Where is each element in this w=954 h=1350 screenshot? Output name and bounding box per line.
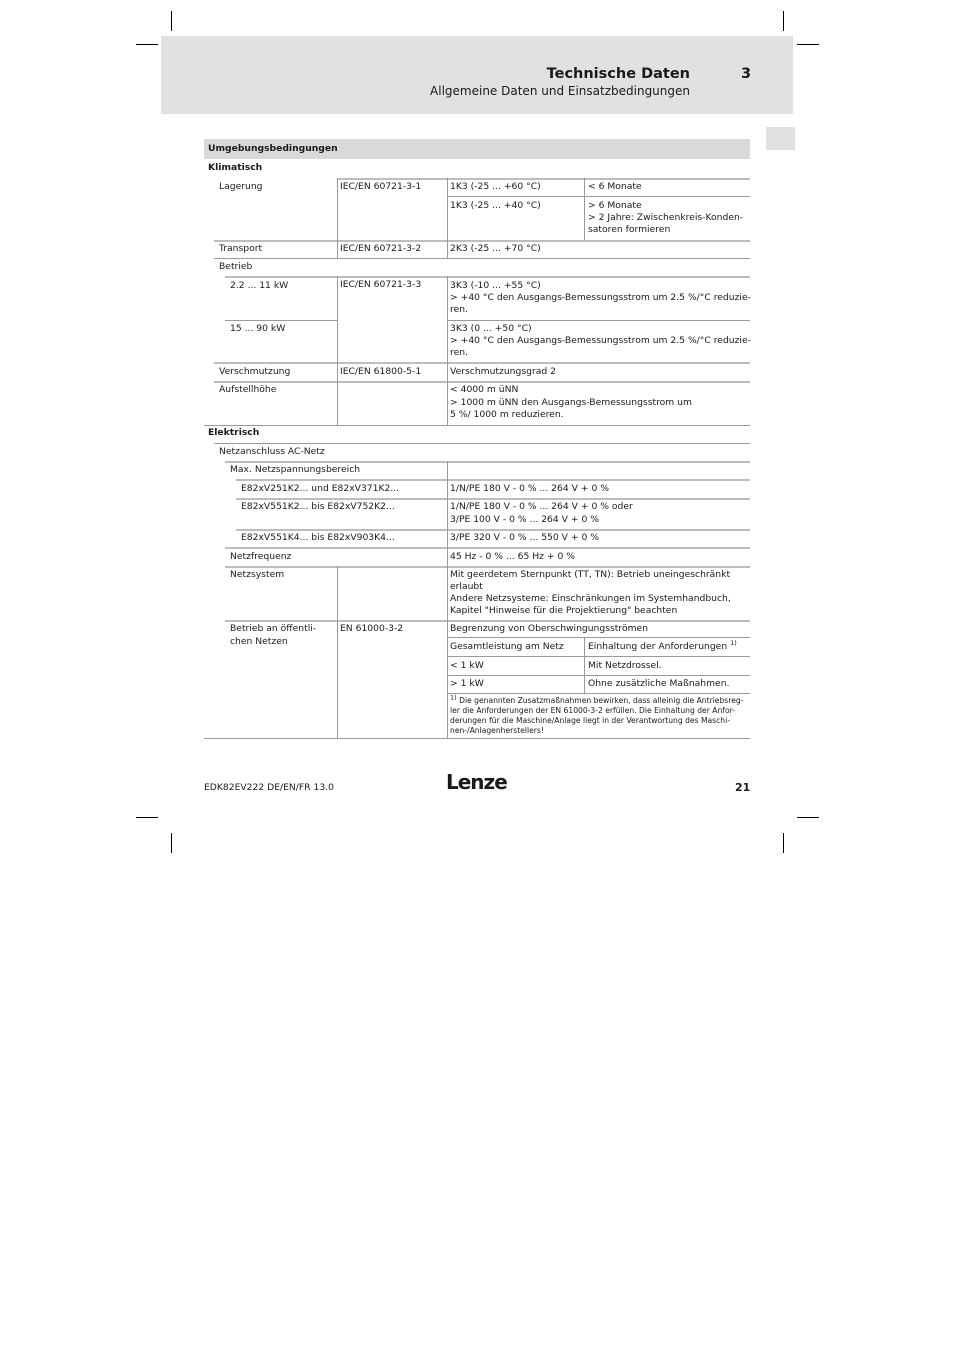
rule	[225, 276, 750, 278]
page-title: Technische Daten	[546, 66, 690, 82]
rule	[214, 362, 750, 364]
row-label-lagerung: Lagerung	[219, 181, 263, 192]
row-label-verschmutzung: Verschmutzung	[219, 366, 291, 377]
value-betrieb-a: 3K3 (-10 ... +55 °C)	[450, 280, 541, 291]
footnote: derungen für die Maschine/Anlage liegt in der Verantwortung des Maschi-	[450, 716, 730, 725]
column-rule	[447, 178, 448, 240]
column-rule	[584, 178, 585, 240]
value-netzsystem: Kapitel "Hinweise für die Projektierung" beachten	[450, 605, 678, 616]
value-netzsystem: erlaubt	[450, 581, 483, 592]
column-rule	[447, 461, 448, 738]
value-betrieb-a: > +40 °C den Ausgangs-Bemessungsstrom um 2.5 %/°C reduzie-	[450, 292, 751, 303]
rule	[214, 443, 750, 444]
row-label-betrieb-b: 15 ... 90 kW	[230, 323, 286, 334]
value-transport: 2K3 (-25 ... +70 °C)	[450, 243, 541, 254]
rule	[225, 461, 750, 463]
rule	[447, 320, 750, 321]
rule	[214, 258, 750, 259]
norm-betrieb: IEC/EN 60721-3-3	[340, 279, 422, 290]
rule	[204, 425, 750, 426]
value-gt-1kw: > 1 kW	[450, 678, 484, 689]
norm-oeffentliche-netze: EN 61000-3-2	[340, 623, 404, 634]
row-label-betrieb-a: 2.2 ... 11 kW	[230, 280, 289, 291]
crop-mark	[797, 817, 819, 818]
rule	[447, 693, 750, 694]
footnote-mark: 1)	[730, 638, 737, 647]
value-netzsystem: Mit geerdetem Sternpunkt (TT, TN): Betrieb uneingeschränkt	[450, 569, 731, 580]
value-e82-3: 3/PE 320 V - 0 % ... 550 V + 0 %	[450, 532, 599, 543]
value-oberschwingungen-head: Begrenzung von Oberschwingungsströmen	[450, 623, 649, 634]
note-lagerung-b: satoren formieren	[588, 224, 671, 235]
column-rule	[447, 240, 448, 258]
column-rule	[337, 240, 338, 258]
crop-mark	[783, 833, 784, 853]
column-rule	[584, 637, 585, 693]
row-label-netzfrequenz: Netzfrequenz	[230, 551, 292, 562]
norm-verschmutzung: IEC/EN 61800-5-1	[340, 366, 422, 377]
value-lt-1kw-measure: Mit Netzdrossel.	[588, 660, 662, 671]
norm-transport: IEC/EN 60721-3-2	[340, 243, 422, 254]
note-lagerung-b: > 6 Monate	[588, 200, 642, 211]
row-label-oeffentliche-netze: chen Netzen	[230, 636, 288, 647]
value-aufstellhoehe: < 4000 m üNN	[450, 384, 519, 395]
footnote-mark: 1)	[450, 693, 457, 702]
row-label-netzanschluss: Netzanschluss AC-Netz	[219, 446, 325, 457]
row-label-max-netzspannung: Max. Netzspannungsbereich	[230, 464, 361, 475]
value-betrieb-a: ren.	[450, 304, 468, 315]
document-id: EDK82EV222 DE/EN/FR 13.0	[204, 782, 334, 793]
value-lt-1kw: < 1 kW	[450, 660, 484, 671]
column-rule	[447, 276, 448, 425]
row-label-aufstellhoehe: Aufstellhöhe	[219, 384, 277, 395]
note-lagerung-a: < 6 Monate	[588, 181, 642, 192]
crop-mark	[171, 11, 172, 31]
value-aufstellhoehe: > 1000 m üNN den Ausgangs-Bemessungsstrom um	[450, 397, 692, 408]
row-label-betrieb: Betrieb	[219, 261, 253, 272]
value-e82-2: 3/PE 100 V - 0 % ... 264 V + 0 %	[450, 514, 599, 525]
subheader-gesamtleistung: Gesamtleistung am Netz	[450, 641, 564, 652]
footnote: nen-/Anlagenherstellers!	[450, 726, 544, 735]
rule	[337, 178, 750, 180]
value-netzfrequenz: 45 Hz - 0 % ... 65 Hz + 0 %	[450, 551, 575, 562]
row-label-oeffentliche-netze: Betrieb an öffentli-	[230, 623, 317, 634]
row-label-e82-2: E82xV551K2... bis E82xV752K2...	[241, 501, 395, 512]
crop-mark	[171, 833, 172, 853]
column-rule	[337, 178, 338, 240]
row-label-e82-1: E82xV251K2... und E82xV371K2...	[241, 483, 400, 494]
row-label-e82-3: E82xV551K4... bis E82xV903K4...	[241, 532, 395, 543]
rule	[236, 498, 750, 500]
page-number: 21	[735, 781, 751, 794]
footnote: $^{1)}$ Die genannten Zusatzmaßnahmen bewirken, dass alleinig die Antriebsreg-	[450, 693, 744, 705]
value-e82-1: 1/N/PE 180 V - 0 % ... 264 V + 0 %	[450, 483, 609, 494]
rule	[447, 196, 750, 197]
chapter-tab-marker	[766, 127, 795, 150]
rule	[214, 240, 750, 242]
rule	[225, 566, 750, 568]
value-lagerung-a: 1K3 (-25 ... +60 °C)	[450, 181, 541, 192]
rule	[447, 637, 750, 638]
norm-lagerung: IEC/EN 60721-3-1	[340, 181, 422, 192]
column-rule	[337, 276, 338, 425]
value-verschmutzung: Verschmutzungsgrad 2	[450, 366, 556, 377]
note-lagerung-b: > 2 Jahre: Zwischenkreis-Konden-	[588, 212, 744, 223]
value-betrieb-b: > +40 °C den Ausgangs-Bemessungsstrom um 2.5 %/°C reduzie-	[450, 335, 751, 346]
value-aufstellhoehe: 5 %/ 1000 m reduzieren.	[450, 409, 564, 420]
crop-mark	[136, 817, 158, 818]
crop-mark	[783, 11, 784, 31]
rule	[204, 738, 750, 739]
rule	[225, 320, 337, 321]
group-title-klimatisch: Klimatisch	[208, 162, 263, 173]
rule	[236, 529, 750, 531]
footnote: ler die Anforderungen der EN 61000-3-2 erfüllen. Die Einhaltung der Anfor-	[450, 706, 735, 715]
group-title-elektrisch: Elektrisch	[208, 427, 260, 438]
lenze-logo: Lenze	[446, 770, 507, 794]
rule	[214, 381, 750, 383]
rule	[236, 479, 750, 481]
rule	[447, 675, 750, 676]
subheader-einhaltung: Einhaltung der Anforderungen $^{1)}$	[588, 638, 737, 652]
value-betrieb-b: 3K3 (0 ... +50 °C)	[450, 323, 532, 334]
rule	[225, 620, 750, 622]
value-lagerung-b: 1K3 (-25 ... +40 °C)	[450, 200, 541, 211]
rule	[447, 656, 750, 657]
page-subtitle: Allgemeine Daten und Einsatzbedingungen	[430, 84, 690, 98]
crop-mark	[797, 44, 819, 45]
section-title: Umgebungsbedingungen	[208, 143, 338, 154]
row-label-netzsystem: Netzsystem	[230, 569, 285, 580]
header-band	[161, 36, 793, 114]
rule	[225, 547, 750, 549]
row-label-transport: Transport	[219, 243, 263, 254]
chapter-number: 3	[741, 66, 752, 82]
value-e82-2: 1/N/PE 180 V - 0 % ... 264 V + 0 % oder	[450, 501, 633, 512]
column-rule	[337, 566, 338, 738]
crop-mark	[136, 44, 158, 45]
value-gt-1kw-measure: Ohne zusätzliche Maßnahmen.	[588, 678, 730, 689]
value-netzsystem: Andere Netzsysteme: Einschränkungen im Systemhandbuch,	[450, 593, 731, 604]
value-betrieb-b: ren.	[450, 347, 468, 358]
